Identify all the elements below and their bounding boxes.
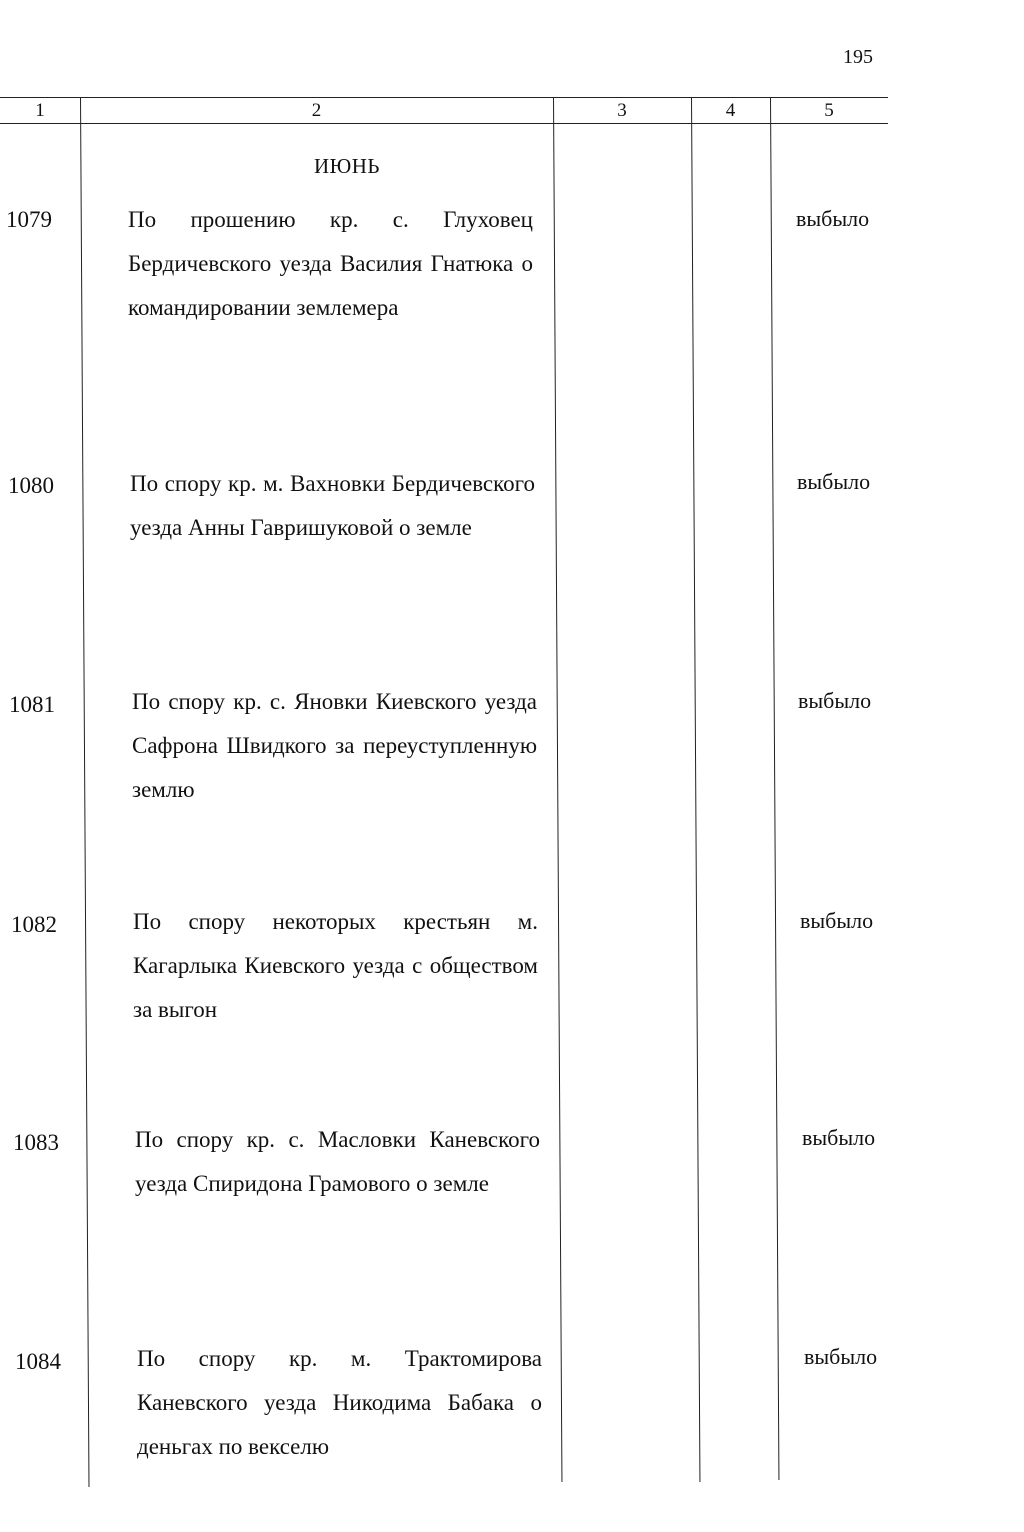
row-description: По спору некоторых крестьян м. Кагарлыка Киевского уезда с обществом за выгон <box>133 909 538 1022</box>
row-number: 1084 <box>15 1349 61 1374</box>
row-description: По спору кр. с. Масловки Каневского уезда Спиридона Грамового о земле <box>135 1127 540 1196</box>
row-status: выбыло <box>798 688 872 713</box>
row-description: По спору кр. с. Яновки Киевского уезда Сафрона Швидкого за переуступленную землю <box>132 689 537 802</box>
row-number: 1081 <box>9 692 55 717</box>
row-number: 1079 <box>6 207 52 232</box>
column-header-3: 3 <box>617 100 627 121</box>
page-number: 195 <box>843 46 873 68</box>
row-status: выбыло <box>804 1344 878 1369</box>
column-divider-2-3 <box>553 97 562 1482</box>
row-number: 1083 <box>13 1130 59 1155</box>
column-divider-3-4 <box>691 97 700 1482</box>
table-top-rule <box>0 97 888 98</box>
row-number: 1082 <box>11 912 57 937</box>
row-status: выбыло <box>796 206 870 231</box>
row-description: По спору кр. м. Вахновки Бердичевского уезда Анны Гавришуковой о земле <box>130 471 535 540</box>
row-description: По спору кр. м. Трактомирова Каневского уезда Никодима Бабака о деньгах по векселю <box>137 1346 542 1459</box>
month-heading: ИЮНЬ <box>314 154 380 178</box>
row-status: выбыло <box>802 1125 876 1150</box>
table-header-bottom-rule <box>0 123 888 124</box>
column-divider-4-5 <box>770 97 779 1480</box>
column-header-2: 2 <box>311 100 322 121</box>
column-header-5: 5 <box>824 100 834 121</box>
column-header-4: 4 <box>725 100 736 121</box>
column-divider-1-2 <box>80 97 89 1487</box>
row-number: 1080 <box>8 473 54 498</box>
column-header-1: 1 <box>35 100 45 121</box>
row-status: выбыло <box>800 908 874 933</box>
row-status: выбыло <box>797 469 871 494</box>
row-description: По прошению кр. с. Глуховец Бердичевского уезда Василия Гнатюка о командировании землемера <box>128 207 533 320</box>
